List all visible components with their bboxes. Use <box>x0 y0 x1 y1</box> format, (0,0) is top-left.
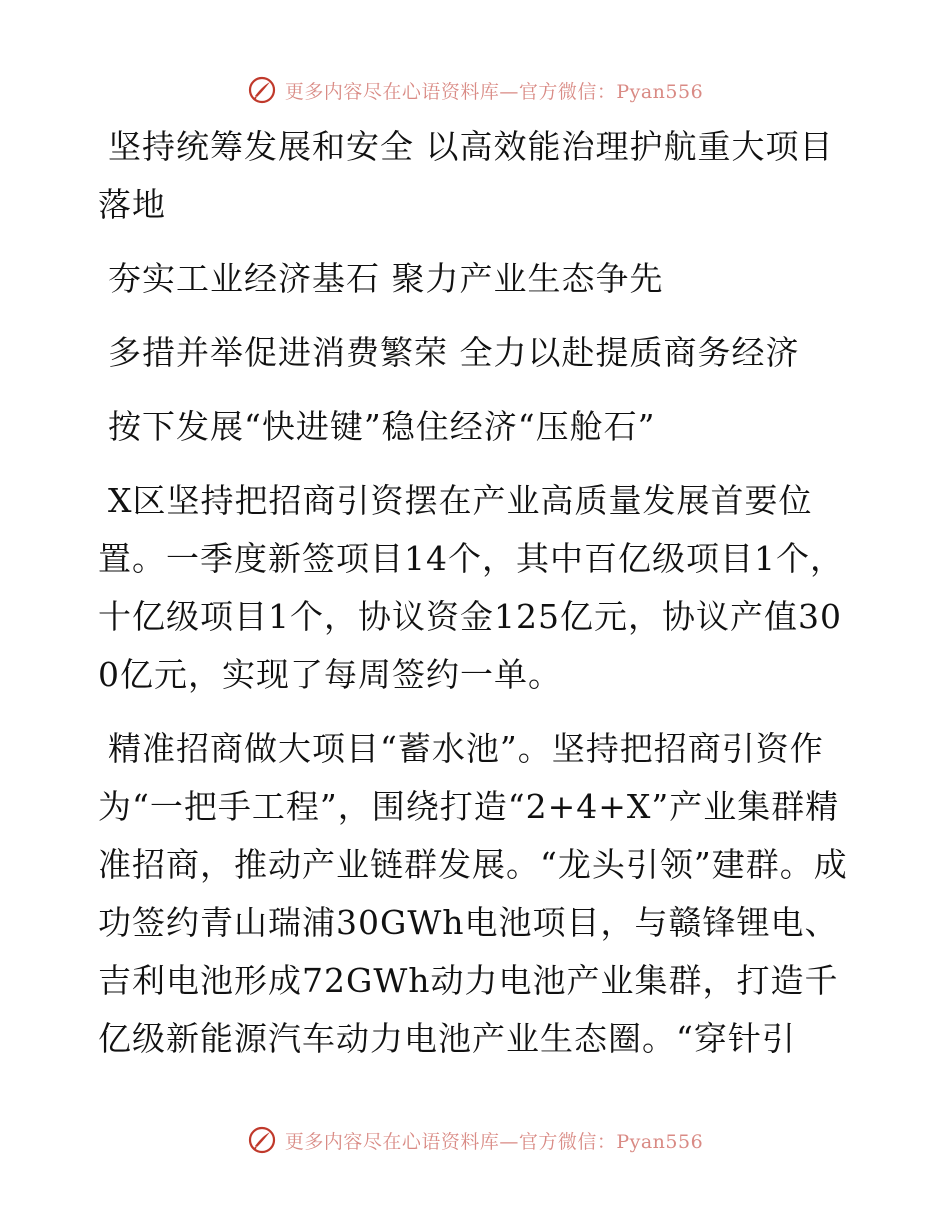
watermark-text: 更多内容尽在心语资料库—官方微信：Pyan556 <box>284 1130 704 1153</box>
quill-seal-icon <box>247 1125 277 1155</box>
quill-seal-icon <box>247 75 277 105</box>
footer-watermark <box>0 1120 950 1160</box>
heading-line-4: 按下发展“快进键”稳住经济“压舱石” <box>108 407 656 446</box>
body-paragraph-1: X区坚持把招商引资摆在产业高质量发展首要位置。一季度新签项目14个，其中百亿级项目1个，十亿级项目1个，协议资金125亿元，协议产值300亿元，实现了每周签约一单。 <box>98 481 844 694</box>
header-watermark <box>0 70 950 110</box>
document-body <box>98 118 850 1084</box>
body-paragraph-2: 精准招商做大项目“蓄水池”。坚持把招商引资作为“一把手工程”，围绕打造“2+4+X”产业集群精准招商，推动产业链群发展。“龙头引领”建群。成功签约青山瑞浦30GWh电池项目，与赣锋锂电、吉利电池形成72GWh动力电池产业集群，打造千亿级新能源汽车动力电池产业生态圈。“穿针引 <box>98 729 848 1058</box>
heading-line-2: 夯实工业经济基石 聚力产业生态争先 <box>108 259 664 298</box>
heading-line-3: 多措并举促进消费繁荣 全力以赴提质商务经济 <box>108 333 800 372</box>
heading-line-1: 坚持统筹发展和安全 以高效能治理护航重大项目落地 <box>98 127 834 224</box>
watermark-text: 更多内容尽在心语资料库—官方微信：Pyan556 <box>284 80 704 103</box>
